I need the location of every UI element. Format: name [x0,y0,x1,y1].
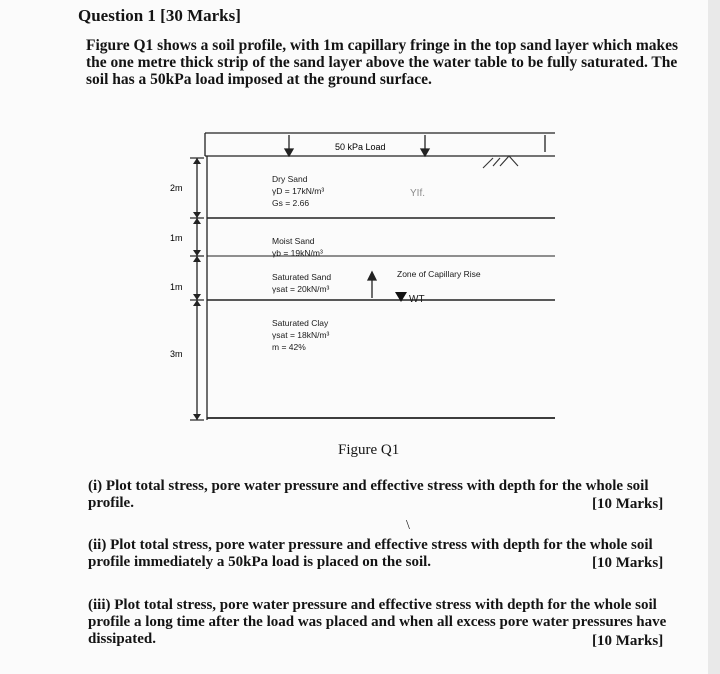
capillary-zone-label: Zone of Capillary Rise [397,269,481,279]
layer-prop: Gs = 2.66 [272,198,310,208]
layer-prop: m = 42% [272,342,306,352]
part-line: (iii) Plot total stress, pore water pressure and effective stress with depth for the whole soil [88,597,657,613]
part-line: profile immediately a 50kPa load is placed on the soil. [88,554,432,570]
layer-prop: γD = 17kN/m³ [272,186,325,196]
layer-prop: γsat = 20kN/m³ [272,284,330,294]
layer-name-dry-sand: Dry Sand [272,174,308,184]
part-i [88,478,649,512]
depth-label: 3m [170,349,183,359]
layer-prop: γsat = 18kN/m³ [272,330,330,340]
part-line: (ii) Plot total stress, pore water pressure and effective stress with depth for the whole soil [88,537,653,553]
layer-name-saturated-clay: Saturated Clay [272,318,329,328]
part-iii-marks: [10 Marks] [592,633,664,649]
handwritten-tick-mark: \ [406,518,410,533]
figure-caption: Figure Q1 [338,442,400,458]
layer-prop: γb = 19kN/m³ [272,248,323,258]
part-ii [88,537,653,571]
load-label: 50 kPa Load [335,142,386,152]
handwritten-scribble: YIf. [410,188,426,199]
depth-label: 2m [170,183,183,193]
depth-label: 1m [170,282,183,292]
layer-name-saturated-sand: Saturated Sand [272,272,332,282]
part-line: dissipated. [88,631,156,647]
intro-line: the one metre thick strip of the sand layer above the water table to be fully saturated. The [86,54,678,71]
part-line: profile a long time after the load was placed and when all excess pore water pressures have [88,614,667,630]
intro-line: Figure Q1 shows a soil profile, with 1m capillary fringe in the top sand layer which makes [86,37,679,54]
part-iii [88,597,666,648]
layer-name-moist-sand: Moist Sand [272,236,315,246]
water-table-label: WT [409,294,425,305]
depth-label: 1m [170,233,183,243]
part-line: profile. [88,495,134,511]
intro-line: soil has a 50kPa load imposed at the ground surface. [86,71,432,88]
part-ii-marks: [10 Marks] [592,555,664,571]
part-i-marks: [10 Marks] [592,496,664,512]
part-line: (i) Plot total stress, pore water pressure and effective stress with depth for the whole soil [88,478,649,494]
question-title: Question 1 [30 Marks] [78,6,241,25]
